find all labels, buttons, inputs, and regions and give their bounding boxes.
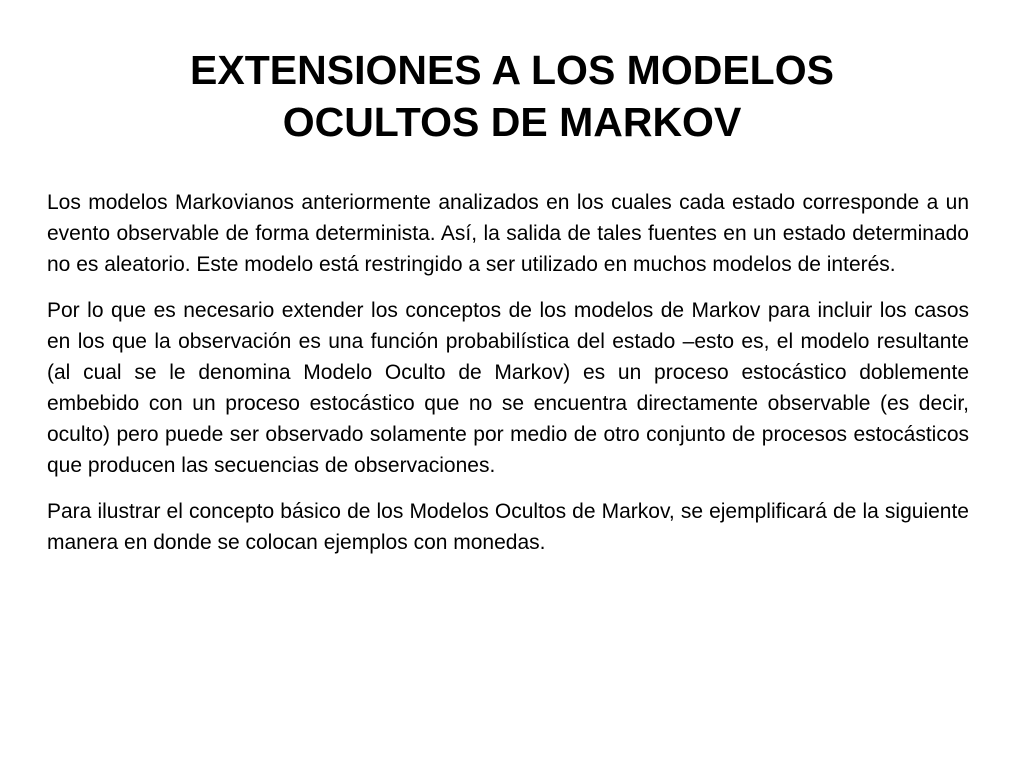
paragraph-hidden-markov-definition: Por lo que es necesario extender los conceptos de los modelos de Markov para incluir los casos en los que la observación es una función probabilística del estado –esto es, el modelo resultante (al cual se le denomina Modelo Oculto de Markov) es un proceso estocástico doblemente embebido con un proceso estocástico que no se encuentra directamente observable (es decir, oculto) pero puede ser observado solamente por medio de otro conjunto de procesos estocásticos que producen las secuencias de observaciones. [47,299,969,477]
slide-title [60,44,964,148]
paragraph-deterministic-models: Los modelos Markovianos anteriormente analizados en los cuales cada estado corresponde a un evento observable de forma determinista. Así, la salida de tales fuentes en un estado determinado no es aleatorio. Este modelo está restringido a ser utilizado en muchos modelos de interés. [47,191,969,276]
paragraph-coin-example-intro: Para ilustrar el concepto básico de los Modelos Ocultos de Markov, se ejemplificará de la siguiente manera en donde se colocan ejemplos con monedas. [47,500,969,554]
slide-body [47,187,969,573]
slide-title-line-2: OCULTOS DE MARKOV [282,99,742,145]
slide-title-line-1: EXTENSIONES A LOS MODELOS [190,47,834,93]
